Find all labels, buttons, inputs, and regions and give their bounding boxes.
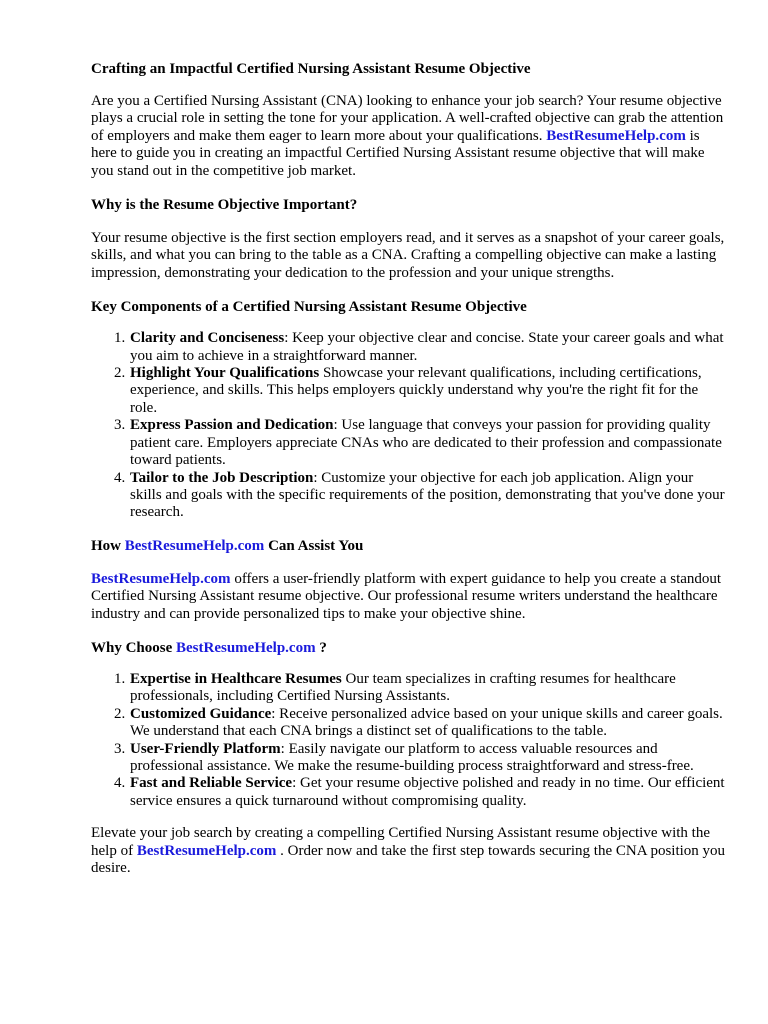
section-heading-importance: Why is the Resume Objective Important?: [91, 197, 358, 214]
section-heading-key-components: Key Components of a Certified Nursing Assistant Resume Objective: [91, 299, 527, 316]
list-item-text: : Customize your objective for each job application. Align your skills and goals with the specific requirements of the position, demonstrating that you've done your research.: [130, 469, 725, 521]
list-item-text: : Easily navigate our platform to access valuable resources and professional assistance. We make the resume-building process straightforward and stress-free.: [130, 740, 694, 774]
list-item: [129, 417, 728, 469]
list-item: [129, 706, 728, 741]
list-item: [129, 671, 728, 706]
list-item-term: Highlight Your Qualifications: [130, 365, 320, 382]
list-item-text: : Keep your objective clear and concise. State your career goals and what you aim to achieve in a straightforward manner.: [130, 330, 724, 364]
list-item-text: : Use language that conveys your passion for providing quality patient care. Employers appreciate CNAs who are dedicated to their profession and compassionate toward patients.: [130, 417, 722, 469]
list-item: [129, 330, 728, 365]
section-heading-why-choose: [91, 639, 728, 657]
heading-text: Can Assist You: [264, 537, 364, 554]
list-item-term: Fast and Reliable Service: [130, 775, 293, 792]
document-title: Crafting an Impactful Certified Nursing Assistant Resume Objective: [91, 61, 531, 77]
importance-paragraph: Your resume objective is the first section employers read, and it serves as a snapshot of your career goals, skills, and what you can bring to the table as a CNA. Crafting a compelling objective can make a lasting impression, demonstrating your dedication to the profession and your unique strengths.: [91, 230, 725, 281]
closing-text: Elevate your job search by creating a compelling Certified Nursing Assistant resume objective with the help of: [91, 825, 710, 859]
why-choose-list: [91, 671, 728, 810]
bestresumehelp-link[interactable]: BestResumeHelp.com: [124, 537, 265, 554]
key-components-list: [91, 330, 728, 521]
heading-text: Why Choose: [91, 639, 177, 656]
list-item-term: Expertise in Healthcare Resumes: [130, 670, 342, 687]
list-item-term: Express Passion and Dedication: [130, 417, 334, 434]
list-item-text: Our team specializes in crafting resumes for healthcare professionals, including Certified Nursing Assistants.: [130, 670, 676, 705]
bestresumehelp-link[interactable]: BestResumeHelp.com: [136, 842, 277, 859]
bestresumehelp-link[interactable]: BestResumeHelp.com: [546, 127, 686, 144]
heading-text: How: [91, 537, 125, 554]
assist-paragraph: [91, 571, 728, 623]
intro-paragraph: [91, 93, 728, 180]
list-item: [129, 775, 728, 810]
bestresumehelp-link[interactable]: BestResumeHelp.com: [91, 570, 231, 587]
assist-text: offers a user-friendly platform with expert guidance to help you create a standout Certified Nursing Assistant resume objective. Our professional resume writers understand the healthcare industry and can provide personalized tips to make your objective shine.: [91, 570, 722, 622]
list-item-term: Customized Guidance: [130, 705, 272, 722]
closing-text-continued: . Order now and take the first step towards securing the CNA position you desire.: [91, 842, 726, 876]
list-item-text: : Get your resume objective polished and ready in no time. Our efficient service ensures a quick turnaround without compromising quality.: [130, 775, 725, 809]
bestresumehelp-link[interactable]: BestResumeHelp.com: [176, 639, 316, 656]
heading-text: ?: [315, 639, 327, 656]
list-item: [129, 741, 728, 776]
list-item-term: User-Friendly Platform: [130, 740, 281, 757]
list-item: [129, 470, 728, 522]
list-item-text: : Receive personalized advice based on your unique skills and career goals. We understand that each CNA brings a distinct set of qualifications to the table.: [130, 705, 723, 740]
list-item-term: Tailor to the Job Description: [130, 469, 314, 486]
list-item-term: Clarity and Conciseness: [130, 330, 285, 347]
intro-text: Are you a Certified Nursing Assistant (CNA) looking to enhance your job search? Your resume objective plays a crucial role in setting the tone for your application. A well-crafted objective can grab the attention of employers and make them eager to learn more about your qualifications.: [91, 93, 724, 144]
section-heading-how-assist: [91, 537, 728, 555]
list-item: [129, 365, 728, 417]
intro-text-continued: is here to guide you in creating an impactful Certified Nursing Assistant resume objective that will make you stand out in the competitive job market.: [91, 127, 705, 179]
list-item-text: Showcase your relevant qualifications, including certifications, experience, and skills. This helps employers quickly understand why you're the right fit for the role.: [130, 365, 702, 416]
closing-paragraph: [91, 825, 728, 877]
